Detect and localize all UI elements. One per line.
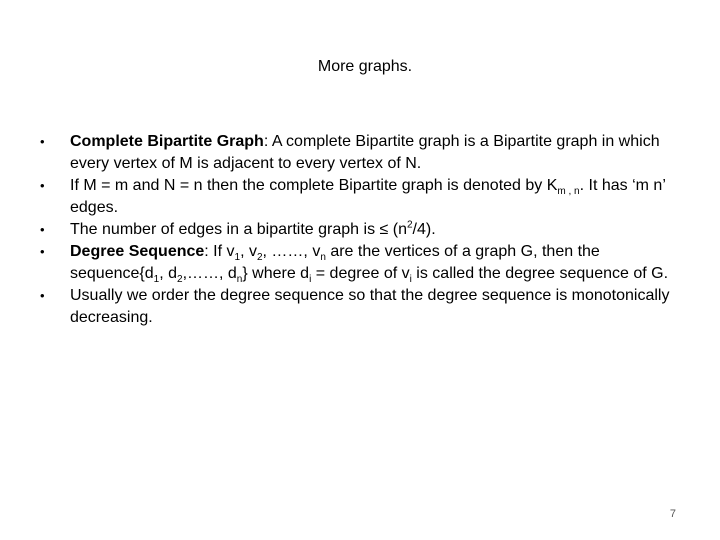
bullet-term: Degree Sequence <box>70 243 205 260</box>
bullet-text: , ……, v <box>262 243 321 260</box>
bullet-text: : If v <box>204 243 235 260</box>
bullet-item <box>40 285 690 329</box>
bullet-text: , v <box>240 243 257 260</box>
subscript: n <box>320 252 326 264</box>
bullet-text: If M = m and N = n then the complete Bipartite graph is denoted by K <box>70 177 558 194</box>
bullet-term: Complete Bipartite Graph <box>70 133 264 150</box>
bullet-dot: • <box>40 178 45 193</box>
bullet-text: } where d <box>242 265 310 282</box>
slide-title: More graphs. <box>317 58 413 75</box>
bullet-text: The number of edges in a bipartite graph is ≤ (n <box>70 221 407 238</box>
bullet-item <box>40 131 690 175</box>
bullet-item <box>40 241 690 285</box>
bullet-dot: • <box>40 244 45 259</box>
bullet-text: is called the degree sequence of G. <box>411 265 669 282</box>
subscript: 2 <box>256 252 263 264</box>
bullet-dot: • <box>40 222 45 237</box>
bullet-list <box>40 131 690 329</box>
subscript: 2 <box>177 274 183 286</box>
subscript: 1 <box>234 252 241 264</box>
bullet-text: /4). <box>412 221 436 238</box>
bullet-text: ,……, d <box>182 265 237 282</box>
bullet-text: = degree of v <box>311 265 410 282</box>
bullet-text: Usually we order the degree sequence so that the degree sequence is monotonically decreasing. <box>70 287 670 326</box>
bullet-item <box>40 175 690 219</box>
bullet-text: : A complete Bipartite graph is a Bipartite graph in which every vertex of M is adjacent to every vertex of N. <box>70 133 660 172</box>
bullet-text: . It has ‘m n’ edges. <box>70 177 666 216</box>
bullet-dot: • <box>40 134 45 149</box>
bullet-dot: • <box>40 288 45 303</box>
subscript: i <box>409 274 412 286</box>
subscript: i <box>309 274 312 286</box>
subscript: m , n <box>557 186 580 198</box>
superscript: 2 <box>406 219 413 231</box>
subscript: 1 <box>153 274 160 286</box>
bullet-text: are the vertices of a graph G, then the sequence{d <box>70 243 600 282</box>
bullet-text: , d <box>159 265 177 282</box>
bullet-item <box>40 219 690 241</box>
page-number: 7 <box>669 508 676 520</box>
subscript: n <box>236 274 243 286</box>
